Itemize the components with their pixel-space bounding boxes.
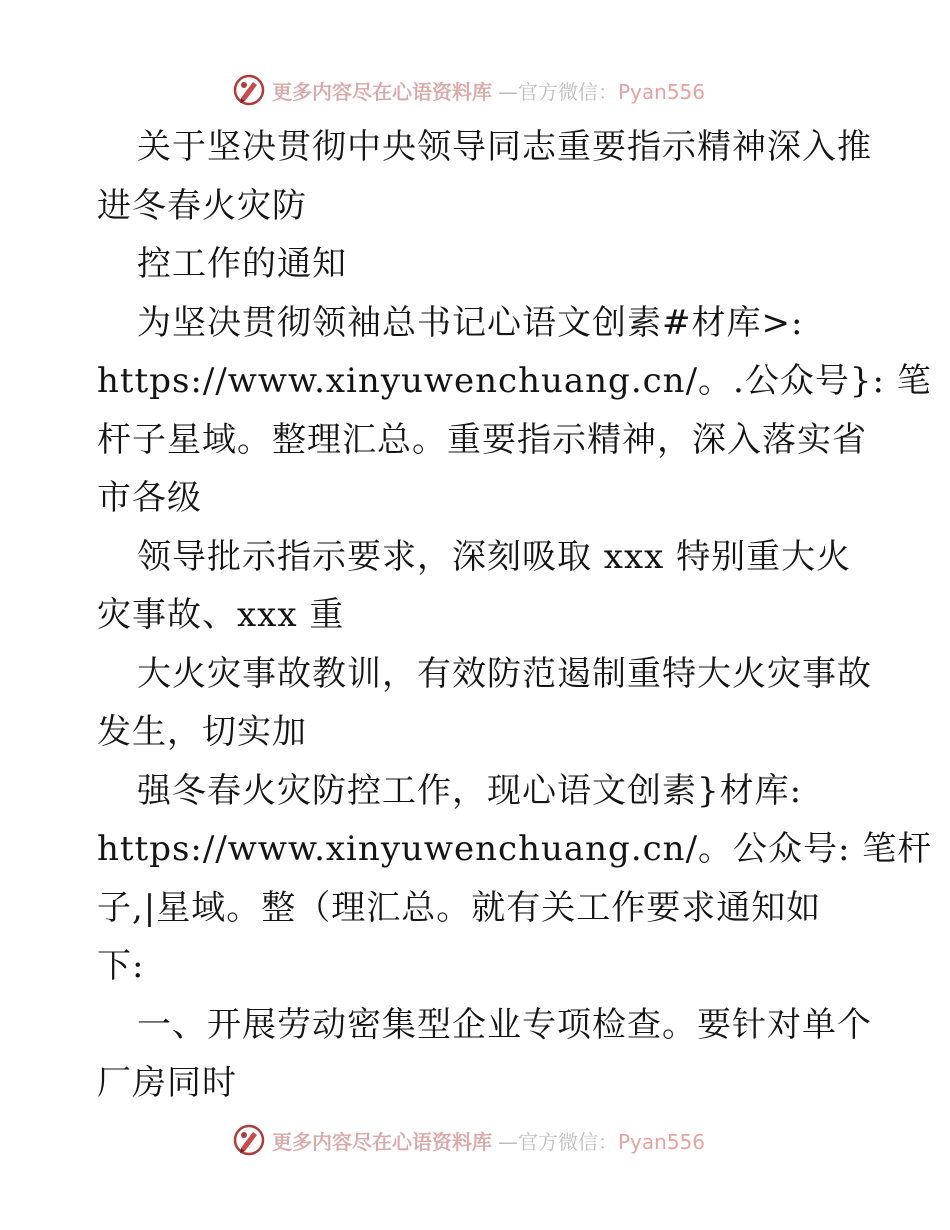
body-line: 强冬春火灾防控工作，现心语文创素}材库: <box>137 770 803 811</box>
footer-wechat <box>498 1126 705 1155</box>
document-body <box>97 118 933 1113</box>
body-line: 厂房同时 <box>97 1063 237 1103</box>
body-line: 大火灾事故教训，有效防范遏制重特大火灾事故 <box>137 653 872 694</box>
pen-logo-icon <box>232 73 266 107</box>
body-line: 子,|星域。整（理汇总。就有关工作要求通知如 <box>97 887 822 928</box>
header-banner <box>232 72 712 108</box>
header-wechat-prefix: —官方微信： <box>498 79 618 104</box>
body-line: 领导批示指示要求，深刻吸取 xxx 特别重大火 <box>137 536 852 577</box>
body-line: 杆子星域。整理汇总。重要指示精神，深入落实省 <box>97 419 867 460</box>
body-line: https://www.xinyuwenchuang.cn/。公众号: 笔杆 <box>97 829 933 869</box>
body-line: 发生，切实加 <box>97 712 307 752</box>
body-line: 灾事故、xxx 重 <box>97 595 345 635</box>
body-line: 下: <box>97 946 145 986</box>
title-line-3: 控工作的通知 <box>137 244 347 284</box>
footer-site-text: 更多内容尽在心语资料库 <box>272 1129 492 1154</box>
title-line-2: 进冬春火灾防 <box>97 185 307 226</box>
body-line: https://www.xinyuwenchuang.cn/。.公众号}: 笔 <box>97 361 932 401</box>
body-line: 为坚决贯彻领袖总书记心语文创素#材库>: <box>137 302 804 343</box>
footer-wechat-prefix: —官方微信： <box>498 1129 618 1154</box>
pen-logo-icon <box>232 1123 266 1157</box>
footer-banner <box>232 1122 712 1158</box>
header-site-text: 更多内容尽在心语资料库 <box>272 79 492 104</box>
footer-wechat-id: Pyan556 <box>618 1129 706 1154</box>
body-line: 市各级 <box>97 478 202 518</box>
header-wechat <box>498 76 705 105</box>
section-heading-line: 一、开展劳动密集型企业专项检查。要针对单个 <box>137 1004 872 1045</box>
title-line-1: 关于坚决贯彻中央领导同志重要指示精神深入推 <box>137 127 872 167</box>
header-wechat-id: Pyan556 <box>618 79 706 104</box>
